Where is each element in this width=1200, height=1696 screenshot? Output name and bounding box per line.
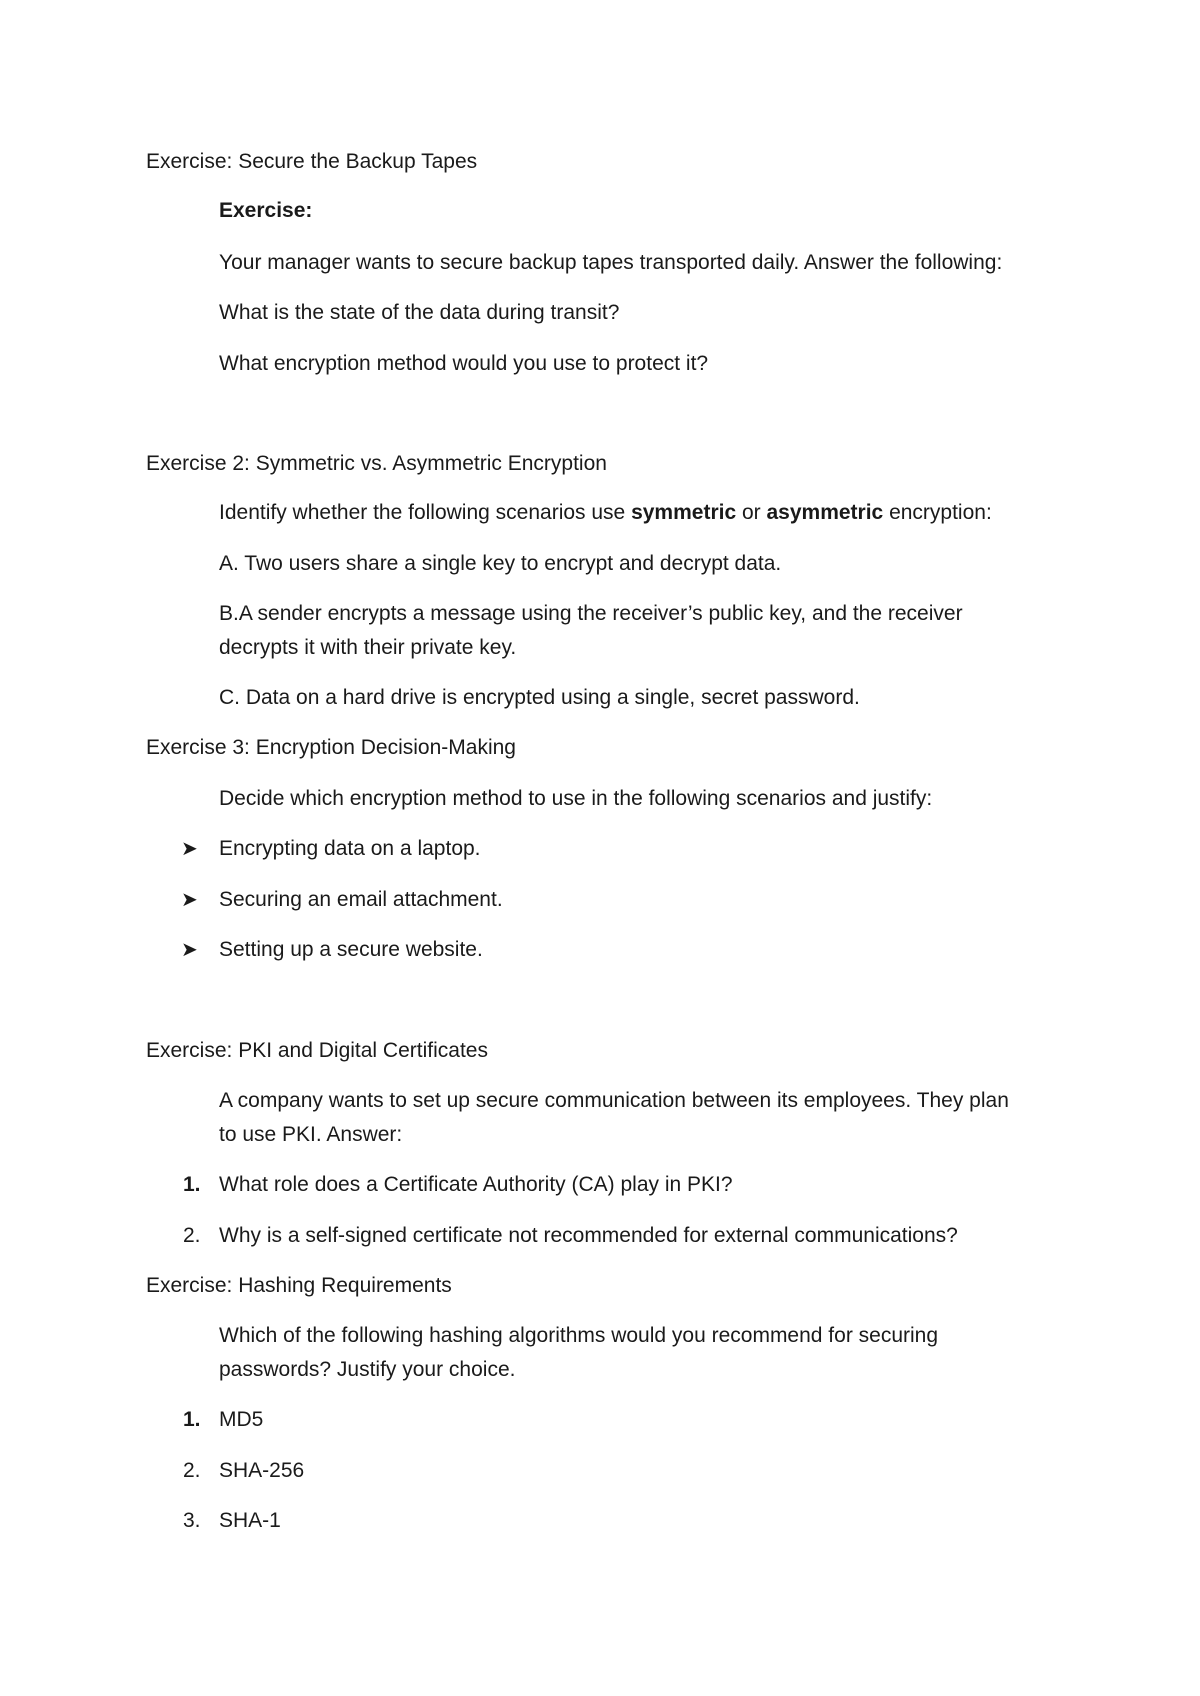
exercise1-intro: Your manager wants to secure backup tapes transported daily. Answer the following: [219,251,1003,274]
arrowhead-bullet-icon: ➤ [181,889,198,911]
exercise2-intro-pre: Identify whether the following scenarios use [219,501,632,524]
exercise2-intro [219,496,992,530]
exercise5-item-1: MD5 [219,1408,264,1431]
exercise2-heading: Exercise 2: Symmetric vs. Asymmetric Encryption [146,452,607,475]
exercise5-item-3-number: 3. [183,1509,201,1532]
exercise3-item-3: Setting up a secure website. [219,938,483,961]
exercise1-heading: Exercise: Secure the Backup Tapes [146,150,478,173]
exercise4-heading: Exercise: PKI and Digital Certificates [146,1039,488,1062]
exercise3-item-1: Encrypting data on a laptop. [219,837,481,860]
exercise5-heading: Exercise: Hashing Requirements [146,1274,452,1297]
exercise2-scenario-a: A. Two users share a single key to encrypt and decrypt data. [219,552,782,575]
exercise2-scenario-b-line1: B.A sender encrypts a message using the receiver’s public key, and the receiver [219,602,963,625]
exercise5-item-2-number: 2. [183,1459,201,1482]
exercise1-question-2: What encryption method would you use to protect it? [219,352,709,375]
exercise2-intro-mid: or [736,501,767,524]
exercise4-intro-line1: A company wants to set up secure communication between its employees. They plan [219,1089,1009,1112]
exercise4-item-2-number: 2. [183,1224,201,1247]
exercise5-item-1-number: 1. [183,1408,201,1431]
exercise1-subheading: Exercise: [219,199,313,222]
exercise5-intro-line2: passwords? Justify your choice. [219,1358,516,1381]
arrowhead-bullet-icon: ➤ [181,939,198,961]
exercise2-intro-asymmetric: asymmetric [766,501,884,524]
exercise1-question-1: What is the state of the data during transit? [219,301,620,324]
exercise2-intro-symmetric: symmetric [631,501,737,524]
exercise3-intro: Decide which encryption method to use in the following scenarios and justify: [219,787,933,810]
exercise3-item-2: Securing an email attachment. [219,888,503,911]
exercise5-item-2: SHA-256 [219,1459,305,1482]
exercise4-item-2: Why is a self-signed certificate not recommended for external communications? [219,1224,958,1247]
exercise2-intro-post: encryption: [883,501,992,524]
exercise4-item-1: What role does a Certificate Authority (CA) play in PKI? [219,1173,733,1196]
exercise2-scenario-c: C. Data on a hard drive is encrypted using a single, secret password. [219,686,860,709]
exercise4-intro-line2: to use PKI. Answer: [219,1123,403,1146]
exercise3-heading: Exercise 3: Encryption Decision-Making [146,736,516,759]
exercise5-item-3: SHA-1 [219,1509,281,1532]
arrowhead-bullet-icon: ➤ [181,838,198,860]
exercise5-intro-line1: Which of the following hashing algorithms would you recommend for securing [219,1324,939,1347]
exercise2-scenario-b-line2: decrypts it with their private key. [219,636,517,659]
exercise4-item-1-number: 1. [183,1173,201,1196]
